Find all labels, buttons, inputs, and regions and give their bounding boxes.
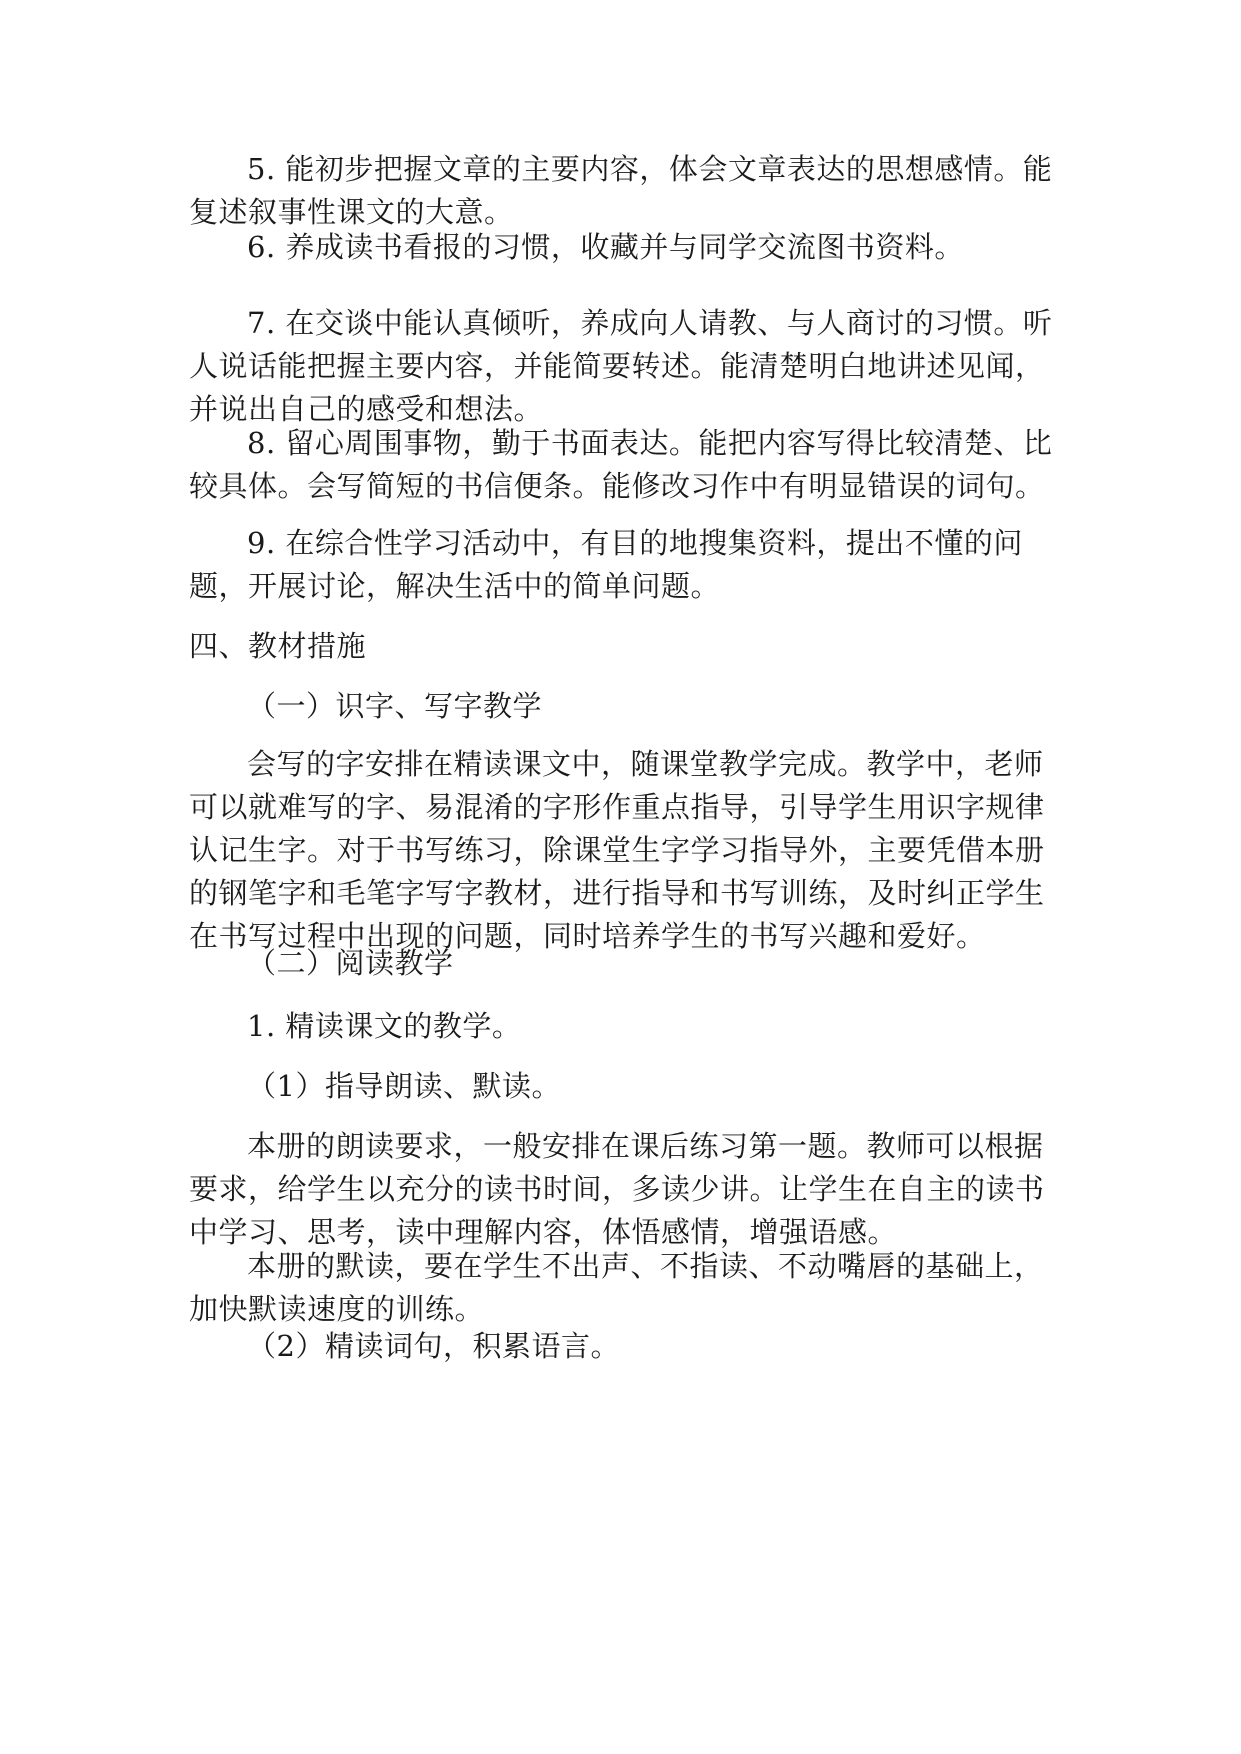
- list-point-1-2: （2）精读词句，积累语言。: [247, 1329, 620, 1363]
- subsection-heading-2: （二）阅读教学: [247, 946, 454, 980]
- paragraph-item-7: 7. 在交谈中能认真倾听，养成向人请教、与人商讨的习惯。听人说话能把握主要内容，并能简要转述。能清楚明白地讲述见闻，并说出自己的感受和想法。: [189, 306, 1053, 426]
- list-point-1: 1. 精读课文的教学。: [247, 1009, 522, 1043]
- paragraph-item-9: 9. 在综合性学习活动中，有目的地搜集资料，提出不懂的问题，开展讨论，解决生活中的简单问题。: [189, 526, 1023, 603]
- subsection-heading-1: （一）识字、写字教学: [247, 689, 543, 723]
- section-heading: 四、教材措施: [189, 629, 367, 663]
- paragraph-item-6: 6. 养成读书看报的习惯，收藏并与同学交流图书资料。: [247, 230, 964, 264]
- paragraph-item-8: 8. 留心周围事物，勤于书面表达。能把内容写得比较清楚、比较具体。会写简短的书信便条。能修改习作中有明显错误的词句。: [189, 426, 1053, 503]
- paragraph-literacy: 会写的字安排在精读课文中，随课堂教学完成。教学中，老师可以就难写的字、易混淆的字形作重点指导，引导学生用识字规律认记生字。对于书写练习，除课堂生字学习指导外，主要凭借本册的钢笔字和毛笔字写字教材，进行指导和书写训练，及时纠正学生在书写过程中出现的问题，同时培养学生的书写兴趣和爱好。: [189, 747, 1045, 953]
- paragraph-item-5: 5. 能初步把握文章的主要内容，体会文章表达的思想感情。能复述叙事性课文的大意。: [189, 152, 1053, 229]
- paragraph-reading-aloud: 本册的朗读要求，一般安排在课后练习第一题。教师可以根据要求，给学生以充分的读书时间，多读少讲。让学生在自主的读书中学习、思考，读中理解内容，体悟感情，增强语感。: [189, 1129, 1045, 1249]
- paragraph-silent-reading: 本册的默读，要在学生不出声、不指读、不动嘴唇的基础上，加快默读速度的训练。: [189, 1249, 1044, 1326]
- list-point-1-1: （1）指导朗读、默读。: [247, 1069, 561, 1103]
